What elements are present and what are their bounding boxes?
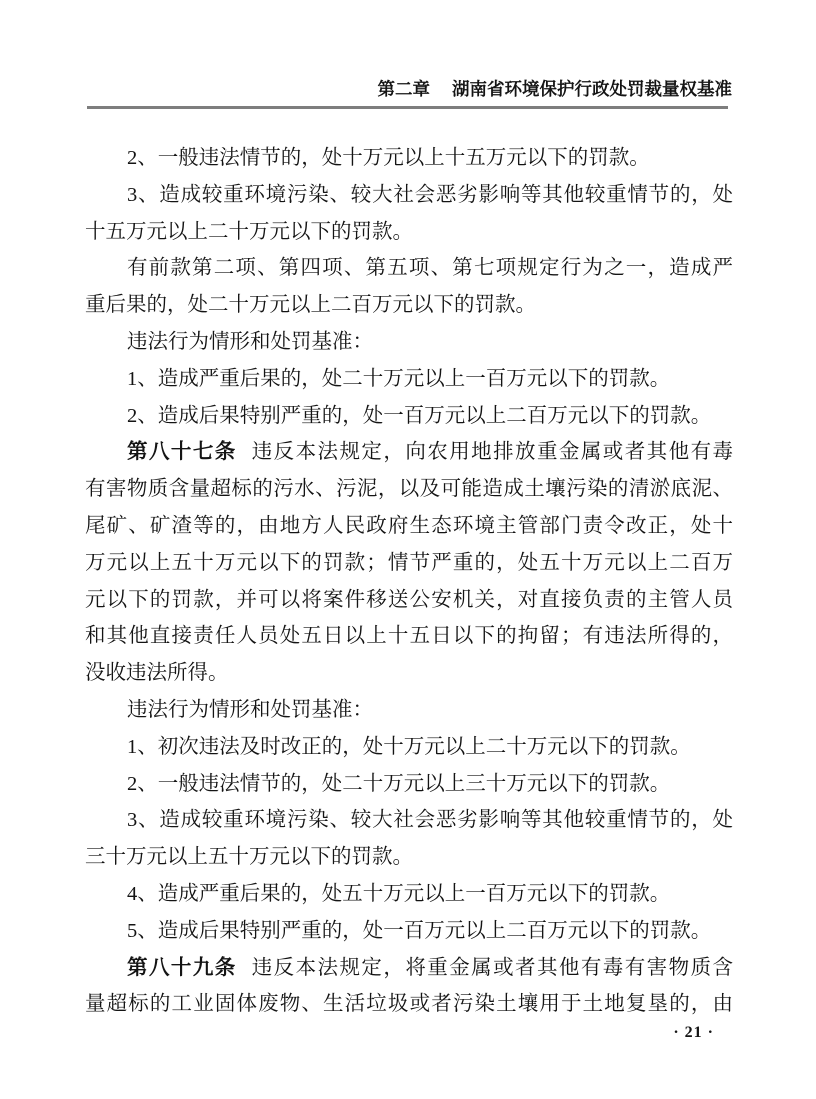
line-text: 违反本法规定，向农用地排放重金属或者其他有毒 <box>251 441 734 464</box>
text-line: 3、造成较重环境污染、较大社会恶劣影响等其他较重情节的，处 <box>127 183 733 206</box>
line-text: 违反本法规定，将重金属或者其他有毒有害物质含 <box>251 956 734 979</box>
page-header <box>378 76 733 101</box>
text-line: 2、一般违法情节的，处十万元以上十五万元以下的罚款。 <box>127 147 650 169</box>
text-line: 没收违法所得。 <box>85 662 229 685</box>
document-body <box>85 140 733 1023</box>
text-line: 重后果的，处二十万元以上二百万元以下的罚款。 <box>85 294 536 317</box>
text-line: 3、造成较重环境污染、较大社会恶劣影响等其他较重情节的，处 <box>127 809 733 832</box>
article-number: 第八十七条 <box>127 441 237 464</box>
text-line: 三十万元以上五十万元以下的罚款。 <box>85 846 413 869</box>
text-line: 违法行为情形和处罚基准： <box>127 698 373 721</box>
header-title: 湖南省环境保护行政处罚裁量权基准 <box>452 79 732 99</box>
text-line: 万元以上五十万元以下的罚款；情节严重的，处五十万元以上二百万 <box>85 551 733 574</box>
page-number: · 21 · <box>673 1024 714 1041</box>
text-line: 违法行为情形和处罚基准： <box>127 330 373 353</box>
text-line: 十五万元以上二十万元以下的罚款。 <box>85 220 413 243</box>
text-line: 1、初次违法及时改正的，处十万元以上二十万元以下的罚款。 <box>127 735 691 758</box>
text-line <box>85 950 733 987</box>
text-line: 4、造成严重后果的，处五十万元以上一百万元以下的罚款。 <box>127 882 671 905</box>
text-line: 尾矿、矿渣等的，由地方人民政府生态环境主管部门责令改正，处十 <box>85 514 733 537</box>
text-line: 2、造成后果特别严重的，处一百万元以上二百万元以下的罚款。 <box>127 404 712 427</box>
header-divider <box>87 106 728 109</box>
header-chapter: 第二章 <box>377 79 430 99</box>
text-line: 5、造成后果特别严重的，处一百万元以上二百万元以下的罚款。 <box>127 919 712 942</box>
article-number: 第八十九条 <box>127 956 237 979</box>
text-line: 有害物质含量超标的污水、污泥，以及可能造成土壤污染的清淤底泥、 <box>85 478 733 501</box>
text-line: 和其他直接责任人员处五日以上十五日以下的拘留；有违法所得的， <box>85 625 733 648</box>
text-line: 2、一般违法情节的，处二十万元以上三十万元以下的罚款。 <box>127 772 671 795</box>
text-line: 元以下的罚款，并可以将案件移送公安机关，对直接负责的主管人员 <box>85 588 733 611</box>
text-line: 量超标的工业固体废物、生活垃圾或者污染土壤用于土地复垦的，由 <box>85 993 733 1016</box>
text-line: 1、造成严重后果的，处二十万元以上一百万元以下的罚款。 <box>127 367 671 390</box>
text-line <box>85 434 733 471</box>
text-line: 有前款第二项、第四项、第五项、第七项规定行为之一，造成严 <box>127 257 733 280</box>
